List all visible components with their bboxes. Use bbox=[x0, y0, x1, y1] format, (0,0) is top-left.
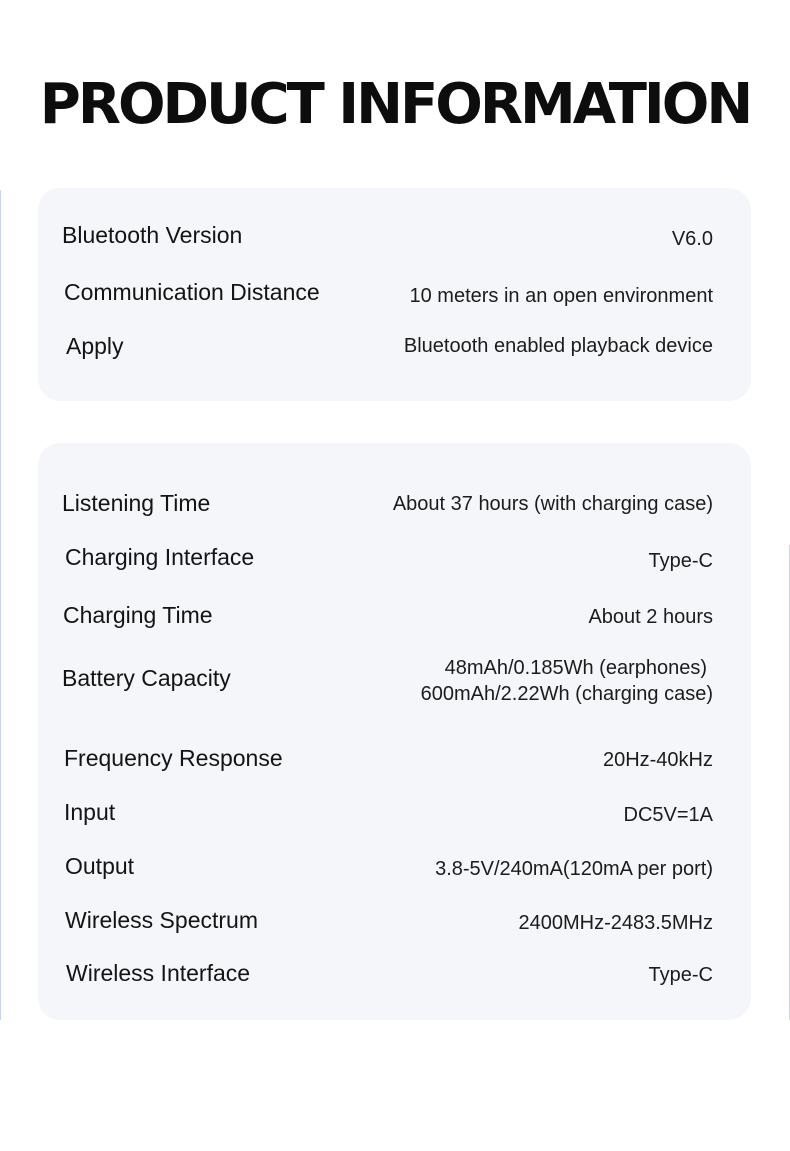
spec-card-connectivity bbox=[38, 188, 751, 401]
spec-value: About 2 hours bbox=[588, 606, 713, 628]
spec-label: Wireless Spectrum bbox=[65, 907, 258, 933]
spec-value: 3.8-5V/240mA(120mA per port) bbox=[435, 858, 713, 880]
spec-card-power bbox=[38, 443, 751, 1020]
spec-label: Bluetooth Version bbox=[62, 222, 243, 248]
spec-label: Battery Capacity bbox=[62, 665, 231, 691]
spec-label: Communication Distance bbox=[64, 279, 320, 305]
spec-value: DC5V=1A bbox=[623, 804, 713, 826]
spec-value: 10 meters in an open environment bbox=[409, 285, 713, 307]
spec-value: Bluetooth enabled playback device bbox=[403, 335, 713, 357]
spec-value: About 37 hours (with charging case) bbox=[392, 493, 713, 515]
spec-label: Frequency Response bbox=[64, 745, 283, 771]
spec-label: Output bbox=[65, 853, 135, 879]
spec-label: Input bbox=[64, 799, 116, 825]
spec-value-line: 600mAh/2.22Wh (charging case) bbox=[420, 683, 713, 705]
spec-label: Wireless Interface bbox=[66, 960, 251, 986]
spec-value-line: 48mAh/0.185Wh (earphones) bbox=[444, 657, 707, 679]
spec-label: Charging Interface bbox=[65, 544, 255, 570]
spec-value: Type-C bbox=[648, 964, 713, 986]
spec-value: V6.0 bbox=[671, 228, 713, 250]
spec-label: Apply bbox=[66, 333, 124, 359]
spec-value: 2400MHz-2483.5MHz bbox=[518, 912, 713, 934]
left-edge-line bbox=[0, 190, 1, 1020]
spec-value: Type-C bbox=[648, 550, 713, 572]
spec-label: Listening Time bbox=[62, 490, 211, 516]
page-title: PRODUCT INFORMATION bbox=[39, 72, 751, 137]
spec-value-multiline bbox=[421, 655, 713, 707]
spec-label: Charging Time bbox=[63, 602, 213, 628]
spec-value: 20Hz-40kHz bbox=[602, 749, 713, 771]
